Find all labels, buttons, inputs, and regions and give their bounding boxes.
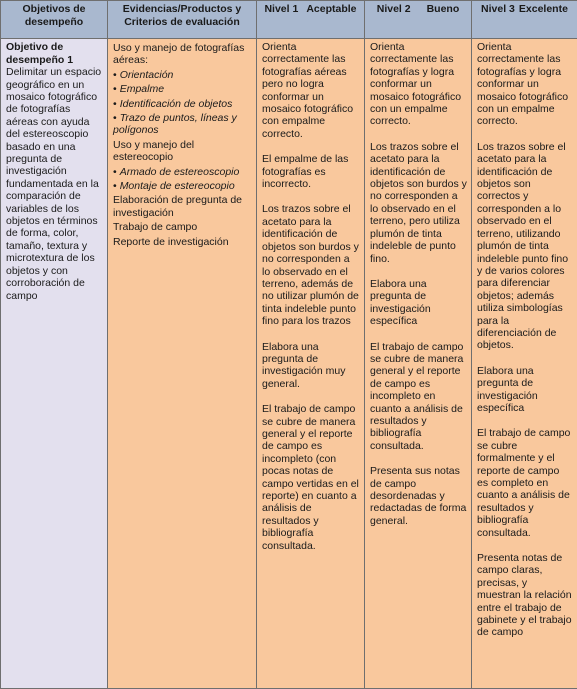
evidencias-item-text: Montaje de estereocopio (119, 180, 235, 193)
nivel3-criterion: El trabajo de campo se cubre formalmente y el reporte de campo es completo en cuanto a análisis de resultados y bibliografía consultada. (477, 427, 571, 539)
nivel3-cell (472, 39, 577, 689)
nivel3-criterion: Elabora una pregunta de investigación específica (477, 364, 538, 414)
nivel2-criterion: Orienta correctamente las fotografías y logra conformar un mosaico fotográfico con un empalme correcto. (370, 41, 462, 128)
header-objetivos-label: Objetivos de desempeño (22, 3, 86, 28)
header-nivel2-number: Nivel 2 (376, 3, 411, 15)
evidencias-item: • Armado de estereoscopio (113, 165, 240, 178)
header-nivel1 (257, 1, 365, 39)
nivel3-criterion: Los trazos sobre el acetato para la identificación de objetos son correctos y corresponden a lo observado en el terreno, utilizando plumón de tinta indeleble punto fino y de varios colores para diferenciar objetos; además utiliza simbologías para la diferenciación de objetos. (477, 140, 569, 352)
header-nivel3 (472, 1, 577, 39)
evidencias-item-text: Empalme (119, 83, 165, 96)
evidencias-group-fotografias: Uso y manejo de fotografías aéreas: (113, 42, 245, 67)
nivel2-criterion: El trabajo de campo se cubre de manera general y el reporte de campo es incompleto en cuanto a análisis de resultados y bibliografía consultada. (370, 340, 464, 452)
header-nivel2-name: Bueno (426, 3, 460, 15)
evidencias-item: • Orientación (113, 68, 174, 81)
evidencias-item-text: Trazo de puntos, líneas y polígonos (113, 112, 237, 137)
header-evidencias-label: Evidencias/Productos y Criterios de evaluación (122, 3, 242, 28)
nivel3-criterion: Presenta notas de campo claras, precisas, y muestran la relación entre el trabajo de gabinete y el trabajo de campo (477, 552, 572, 639)
evidencias-item: • Identificación de objetos (113, 97, 233, 110)
rubric-row (1, 39, 577, 689)
header-objetivos (1, 1, 108, 39)
evidencias-cell (108, 39, 257, 689)
nivel2-cell (365, 39, 472, 689)
evidencias-trabajo-campo: Trabajo de campo (113, 221, 198, 234)
nivel1-criterion: Los trazos sobre el acetato para la identificación de objetos son burdos y no corresponden a lo observado en el terreno, además de no utilizar plumón de tinta indeleble punto fino para los trazos (262, 203, 359, 328)
header-nivel1-name: Aceptable (306, 3, 357, 15)
evidencias-item: • Trazo de puntos, líneas y polígonos (113, 112, 237, 137)
nivel1-criterion: El trabajo de campo se cubre de manera general y el reporte de campo es incompleto (con pocas notas de campo vertidas en el reporte) en cuanto a análisis de resultados y bibliografía consultada. (262, 403, 359, 552)
nivel3-criterion: Orienta correctamente las fotografías y logra conformar un mosaico fotográfico con un empalme correcto. (477, 41, 569, 128)
header-nivel2 (365, 1, 472, 39)
evidencias-item-text: Identificación de objetos (119, 97, 233, 110)
nivel1-criterion: Elabora una pregunta de investigación muy general. (262, 340, 346, 390)
objetivo-title: Objetivo de desempeño 1 (6, 41, 74, 66)
nivel2-criterion: Presenta sus notas de campo desordenadas y redactadas de forma general. (370, 465, 467, 527)
header-nivel3-number: Nivel 3 (481, 3, 515, 15)
nivel1-criterion: El empalme de las fotografías es incorrecto. (262, 153, 349, 191)
nivel2-criterion: Los trazos sobre el acetato para la identificación de objetos son burdos y no corresponden a lo observado en el terreno, pero utiliza plumón de tinta indeleble de punto fino. (370, 140, 467, 265)
evidencias-item: • Montaje de estereocopio (113, 180, 235, 193)
nivel2-criterion: Elabora una pregunta de investigación específica (370, 277, 431, 328)
header-row (1, 1, 577, 39)
nivel1-criterion: Orienta correctamente las fotografías aéreas pero no logra conformar un mosaico fotográfico con empalme correcto. (262, 41, 354, 140)
header-evidencias (108, 1, 257, 39)
evidencias-pregunta: Elaboración de pregunta de investigación (113, 194, 243, 219)
objetivo-text: Delimitar un espacio geográfico en un mosaico fotográfico de fotografías aéreas con ayuda del estereoscopio basado en una pregunta de investigación fundamentada en la comparación de variables de los objetos en términos de forma, color, tamaño, textura y microtextura de los objetos y con corroboración de campo (6, 66, 102, 302)
objetivo-cell (1, 39, 108, 689)
evidencias-item: • Empalme (113, 83, 165, 96)
evidencias-reporte: Reporte de investigación (113, 235, 229, 248)
evidencias-item-text: Armado de estereoscopio (119, 165, 240, 178)
evidencias-group-estereocopio: Uso y manejo del estereocopio (113, 138, 195, 164)
evidencias-item-text: Orientación (119, 68, 174, 81)
header-nivel3-name: Excelente (518, 3, 568, 15)
nivel1-cell (257, 39, 365, 689)
header-nivel1-number: Nivel 1 (264, 3, 299, 15)
